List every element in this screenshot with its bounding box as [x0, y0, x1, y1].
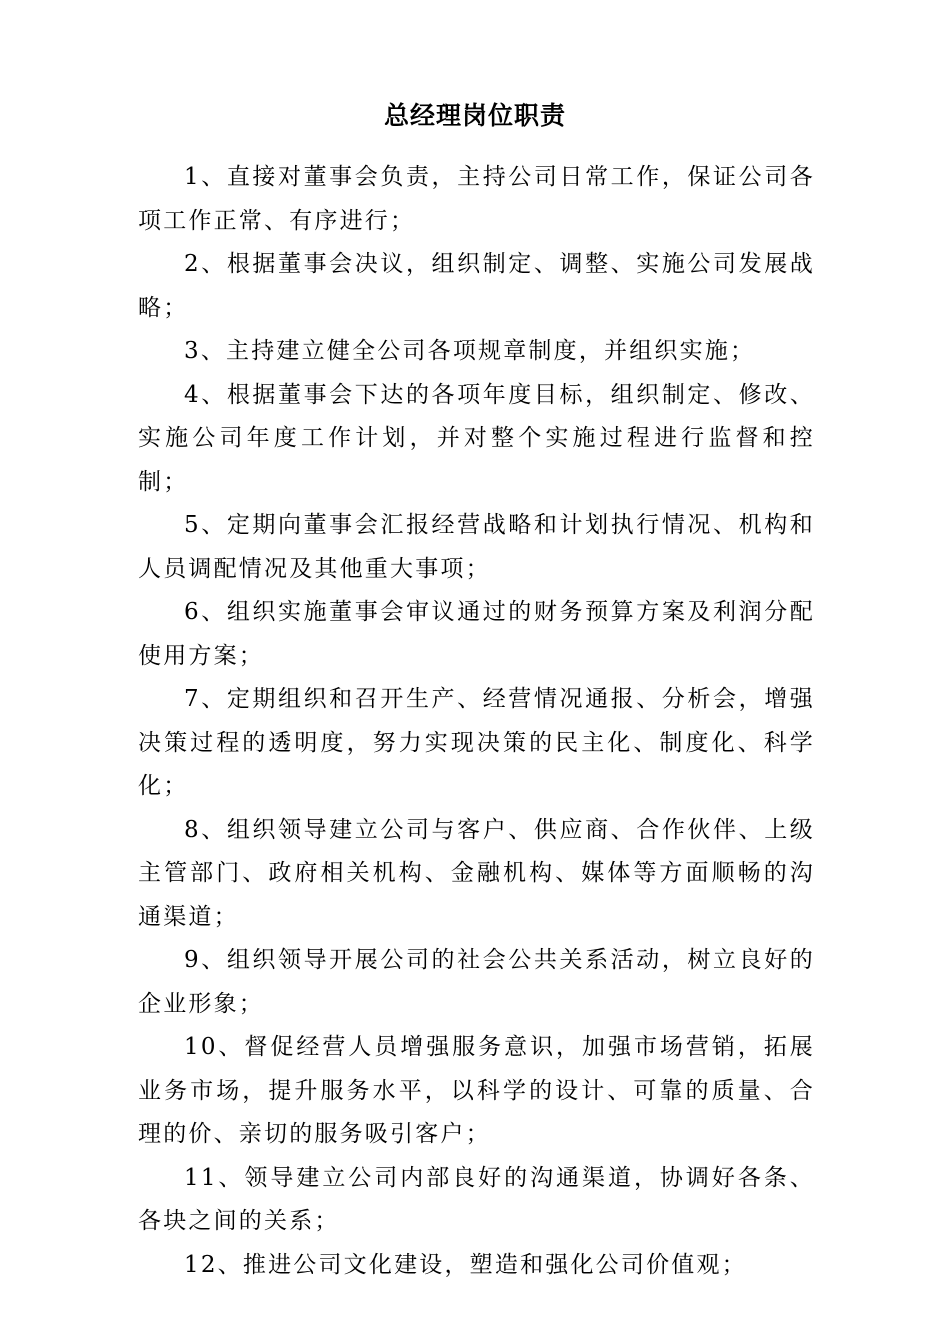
- duty-item-11: 11、领导建立公司内部良好的沟通渠道，协调好各条、各块之间的关系；: [138, 1164, 815, 1234]
- duty-item-1: 1、直接对董事会负责，主持公司日常工作，保证公司各项工作正常、有序进行；: [138, 164, 815, 234]
- duty-item-2: 2、根据董事会决议，组织制定、调整、实施公司发展战略；: [138, 251, 815, 321]
- duty-item-8: 8、组织领导建立公司与客户、供应商、合作伙伴、上级主管部门、政府相关机构、金融机构、媒体等方面顺畅的沟通渠道；: [138, 816, 815, 930]
- duty-item-3: 3、主持建立健全公司各项规章制度，并组织实施；: [184, 338, 756, 364]
- duty-item-5: 5、定期向董事会汇报经营战略和计划执行情况、机构和人员调配情况及其他重大事项；: [138, 512, 815, 582]
- duty-item-4: 4、根据董事会下达的各项年度目标，组织制定、修改、实施公司年度工作计划，并对整个实施过程进行监督和控制；: [138, 381, 815, 495]
- duty-list: [138, 156, 815, 1287]
- duty-item-10: 10、督促经营人员增强服务意识，加强市场营销，拓展业务市场，提升服务水平，以科学的设计、可靠的质量、合理的价、亲切的服务吸引客户；: [138, 1034, 815, 1147]
- duty-item-7: 7、定期组织和召开生产、经营情况通报、分析会，增强决策过程的透明度，努力实现决策的民主化、制度化、科学化；: [138, 686, 815, 799]
- page-title: 总经理岗位职责: [383, 101, 566, 130]
- duty-item-9: 9、组织领导开展公司的社会公共关系活动，树立良好的企业形象；: [138, 947, 815, 1017]
- duty-item-12: 12、推进公司文化建设，塑造和强化公司价值观；: [184, 1251, 747, 1278]
- duty-item-6: 6、组织实施董事会审议通过的财务预算方案及利润分配使用方案；: [138, 599, 815, 669]
